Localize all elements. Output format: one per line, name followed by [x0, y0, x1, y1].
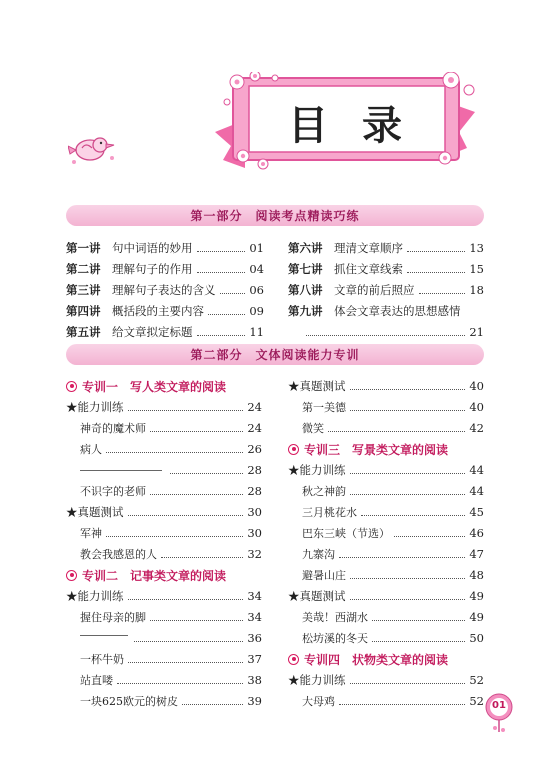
topic-title: 专训四 状物类文章的阅读: [304, 652, 449, 667]
lecture-title: 理清文章顺序: [334, 241, 403, 255]
topic-heading[interactable]: [288, 651, 448, 667]
page-ref: 48: [469, 568, 484, 582]
page-ref: 26: [247, 442, 262, 456]
page-ref: 47: [469, 547, 484, 561]
leader-dots: [150, 431, 243, 432]
circle-bullet-icon: [66, 381, 77, 392]
leader-dots: [407, 272, 465, 273]
toc-item[interactable]: [288, 672, 484, 688]
toc-item[interactable]: [66, 261, 264, 277]
leader-dots: [208, 314, 245, 315]
leader-dots: [350, 599, 466, 600]
toc-item[interactable]: [288, 588, 484, 604]
page-ref: 49: [469, 610, 484, 624]
toc-item[interactable]: [80, 609, 262, 625]
toc-item[interactable]: [302, 420, 484, 436]
toc-item[interactable]: [302, 504, 484, 520]
entry-title: 军神: [80, 527, 102, 540]
leader-dots: [339, 557, 465, 558]
page-ref: 37: [247, 652, 262, 666]
entry-title: 站直喽: [80, 674, 113, 687]
entry-title: ★能力训练: [288, 673, 346, 687]
entry-title: 大母鸡: [302, 695, 335, 708]
page-ref: 39: [247, 694, 262, 708]
entry-title: 九寨沟: [302, 548, 335, 561]
toc-item[interactable]: [66, 399, 262, 415]
leader-dots: [328, 431, 465, 432]
toc-item[interactable]: [66, 282, 264, 298]
page-ref: 36: [247, 631, 262, 645]
leader-dots: [372, 641, 465, 642]
page-number-badge: [484, 692, 514, 736]
toc-item[interactable]: [80, 693, 262, 709]
entry-title: ★真题测试: [288, 589, 346, 603]
entry-title: 教会我感恩的人: [80, 548, 157, 561]
toc-item[interactable]: [66, 303, 264, 319]
leader-dots: [407, 251, 465, 252]
leader-dots: [182, 704, 243, 705]
lecture-number: 第九讲: [288, 304, 323, 318]
page-ref: 44: [469, 484, 484, 498]
leader-dots: [197, 335, 246, 336]
topic-title: 专训二 记事类文章的阅读: [82, 568, 227, 583]
page-ref: 01: [249, 241, 264, 255]
page-number: 01: [492, 700, 506, 711]
page-ref: 34: [247, 610, 262, 624]
leader-dots: [106, 536, 243, 537]
topic-heading[interactable]: [288, 441, 448, 457]
toc-item[interactable]: [66, 324, 264, 340]
leader-dots: [117, 683, 243, 684]
toc-item[interactable]: [288, 261, 484, 277]
lecture-title: 句中词语的妙用: [112, 241, 193, 255]
leader-dots: [350, 494, 465, 495]
leader-dots: [361, 515, 465, 516]
leader-dots: [197, 272, 246, 273]
toc-item[interactable]: [80, 525, 262, 541]
page-ref: 28: [247, 463, 262, 477]
page-title: 目录: [288, 102, 436, 149]
lecture-number: 第四讲: [66, 304, 101, 318]
entry-title: 避暑山庄: [302, 569, 346, 582]
topic-title: 专训一 写人类文章的阅读: [82, 379, 227, 394]
page-ref: 24: [247, 400, 262, 414]
leader-dots: [161, 557, 243, 558]
lecture-title: 抓住文章线索: [334, 262, 403, 276]
toc-item[interactable]: [302, 630, 484, 646]
leader-dots: [220, 293, 246, 294]
page-ref: 44: [469, 463, 484, 477]
entry-title: 秋之神韵: [302, 485, 346, 498]
toc-item[interactable]: [302, 525, 484, 541]
toc-item[interactable]: [80, 546, 262, 562]
entry-title: ★真题测试: [288, 379, 346, 393]
entry-title: ★能力训练: [66, 589, 124, 603]
page-ref: 46: [469, 526, 484, 540]
bird-icon: [68, 132, 118, 168]
entry-title: 美哉！西湖水: [302, 611, 368, 624]
page-ref: 15: [469, 262, 484, 276]
lecture-title: 文章的前后照应: [334, 283, 415, 297]
toc-item[interactable]: [66, 240, 264, 256]
page-ref: 38: [247, 673, 262, 687]
toc-item[interactable]: [80, 672, 262, 688]
page-ref: 52: [469, 673, 484, 687]
toc-item[interactable]: [302, 399, 484, 415]
blank-line: [80, 470, 162, 471]
section-heading-part2: 第二部分 文体阅读能力专训: [66, 344, 484, 365]
page-ref: 30: [247, 526, 262, 540]
toc-item[interactable]: [80, 441, 262, 457]
page-ref: 40: [469, 400, 484, 414]
page-ref: 28: [247, 484, 262, 498]
lecture-title: 给文章拟定标题: [112, 325, 193, 339]
leader-dots: [128, 599, 244, 600]
page-ref: 32: [247, 547, 262, 561]
toc-item[interactable]: [302, 609, 484, 625]
entry-title: 三月桃花水: [302, 506, 357, 519]
toc-item[interactable]: [80, 483, 262, 499]
leader-dots: [170, 473, 243, 474]
page-ref: 13: [469, 241, 484, 255]
leader-dots: [150, 494, 243, 495]
page-ref: 45: [469, 505, 484, 519]
entry-title: 一块625欧元的树皮: [80, 695, 178, 708]
toc-item[interactable]: [302, 693, 484, 709]
leader-dots: [350, 389, 466, 390]
lecture-title: 体会文章表达的思想感情: [334, 304, 461, 318]
toc-item[interactable]: [288, 240, 484, 256]
leader-dots: [350, 410, 465, 411]
entry-title: ★真题测试: [66, 505, 124, 519]
lecture-title: 理解句子表达的含义: [112, 283, 216, 297]
leader-dots: [350, 683, 466, 684]
lecture-title: 概括段的主要内容: [112, 304, 204, 318]
toc-item[interactable]: [66, 588, 262, 604]
leader-dots: [150, 620, 243, 621]
entry-title: ★能力训练: [288, 463, 346, 477]
page-ref: 50: [469, 631, 484, 645]
leader-dots: [372, 620, 465, 621]
leader-dots: [419, 293, 466, 294]
leader-dots: [134, 641, 243, 642]
leader-dots: [394, 536, 465, 537]
leader-dots: [350, 473, 466, 474]
page-ref: 40: [469, 379, 484, 393]
page-ref: 09: [249, 304, 264, 318]
leader-dots: [339, 704, 465, 705]
section-heading-part1: 第一部分 阅读考点精读巧练: [66, 205, 484, 226]
leader-dots: [350, 578, 465, 579]
page-ref: 04: [249, 262, 264, 276]
toc-item[interactable]: [302, 546, 484, 562]
toc-item[interactable]: [302, 483, 484, 499]
toc-item[interactable]: [288, 303, 484, 319]
entry-title: 巴东三峡（节选）: [302, 527, 390, 540]
entry-title: 松坊溪的冬天: [302, 632, 368, 645]
page-ref: 34: [247, 589, 262, 603]
toc-item[interactable]: [80, 630, 262, 646]
lecture-title: 理解句子的作用: [112, 262, 193, 276]
toc-item[interactable]: [288, 282, 484, 298]
toc-item[interactable]: [288, 462, 484, 478]
page-ref: 18: [469, 283, 484, 297]
entry-title: 一杯牛奶: [80, 653, 124, 666]
topic-title: 专训三 写景类文章的阅读: [304, 442, 449, 457]
flower-badge-icon: [484, 692, 514, 736]
title-banner: [215, 72, 475, 172]
lecture-number: 第五讲: [66, 325, 101, 339]
page-ref: 21: [469, 325, 484, 339]
toc-item[interactable]: [66, 504, 262, 520]
entry-title: 病人: [80, 443, 102, 456]
toc-item-continuation[interactable]: [306, 324, 484, 340]
leader-dots: [128, 515, 244, 516]
circle-bullet-icon: [288, 444, 299, 455]
topic-heading[interactable]: [66, 378, 226, 394]
lecture-number: 第二讲: [66, 262, 101, 276]
lecture-number: 第八讲: [288, 283, 323, 297]
page-ref: 06: [249, 283, 264, 297]
toc-item[interactable]: [80, 420, 262, 436]
toc-item[interactable]: [288, 378, 484, 394]
entry-title: ★能力训练: [66, 400, 124, 414]
page-ref: 49: [469, 589, 484, 603]
circle-bullet-icon: [288, 654, 299, 665]
page-ref: 52: [469, 694, 484, 708]
toc-item[interactable]: [302, 567, 484, 583]
leader-dots: [128, 410, 244, 411]
leader-dots: [306, 335, 465, 336]
toc-item[interactable]: [80, 651, 262, 667]
entry-title: 神奇的魔术师: [80, 422, 146, 435]
lecture-number: 第六讲: [288, 241, 323, 255]
entry-title: 握住母亲的脚: [80, 611, 146, 624]
circle-bullet-icon: [66, 570, 77, 581]
toc-item[interactable]: [166, 462, 262, 478]
leader-dots: [106, 452, 243, 453]
lecture-number: 第一讲: [66, 241, 101, 255]
page-ref: 11: [249, 325, 264, 339]
page-ref: 30: [247, 505, 262, 519]
page-ref: 42: [469, 421, 484, 435]
entry-title: 不识字的老师: [80, 485, 146, 498]
topic-heading[interactable]: [66, 567, 226, 583]
entry-title: 微笑: [302, 422, 324, 435]
leader-dots: [197, 251, 246, 252]
lecture-number: 第七讲: [288, 262, 323, 276]
page-ref: 24: [247, 421, 262, 435]
lecture-number: 第三讲: [66, 283, 101, 297]
leader-dots: [128, 662, 243, 663]
entry-title: 第一美德: [302, 401, 346, 414]
